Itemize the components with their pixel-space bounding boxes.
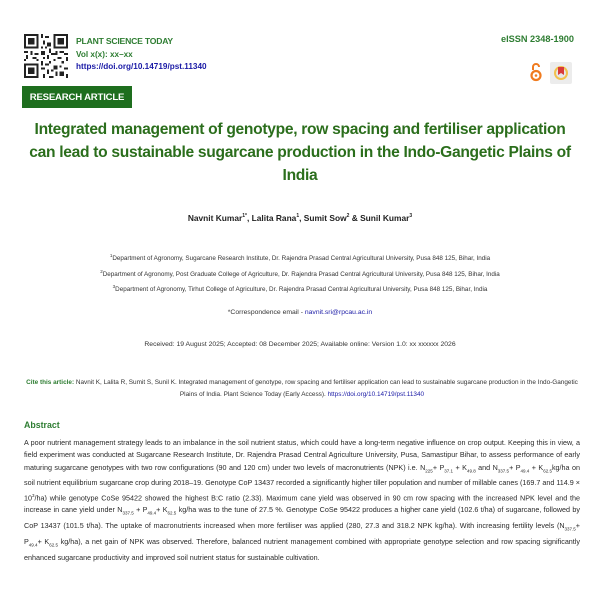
abstract-text: kg/ha), a net gain of NPK was observed. Therefore, balanced nutrient management combined with appropriate genotype selection and row spacing significantly enhanced sugarcane productivity and improved soil nutrient status for sustainable cultivation. bbox=[24, 536, 580, 562]
affiliation bbox=[0, 250, 600, 266]
cite-label: Cite this article: bbox=[26, 379, 75, 386]
author-separator: & bbox=[349, 213, 361, 223]
article-type-badge: RESEARCH ARTICLE bbox=[22, 86, 132, 108]
author-name: Lalita Rana bbox=[251, 213, 297, 223]
superscript: 3 bbox=[32, 492, 35, 498]
article-title: Integrated management of genotype, row spacing and fertiliser application can lead to sustainable sugarcane production in the Indo-Gangetic Plains of India bbox=[29, 121, 571, 184]
abstract-text: A poor nutrient management strategy leads to an imbalance in the soil nutrient status, which could have a long-term negative influence on crop output. Keeping this in view, a field experiment was conducted at Sugarcane Research Institute, Dr. Rajendra Prasad Central Agriculture University, Pusa, Samastipur Bihar, to assess performance of early maturing sugarcane genotypes with two row configurations (90 and 120 cm) under two levels of macronutrients (NPK) i.e. N bbox=[24, 438, 580, 472]
affiliation bbox=[0, 281, 600, 297]
crossmark-icon[interactable] bbox=[550, 62, 572, 84]
author-affiliation-marker: 1 bbox=[296, 213, 300, 220]
author-affiliation-marker: 3 bbox=[409, 213, 413, 220]
author-name: Navnit Kumar bbox=[187, 213, 243, 223]
abstract-text: + K bbox=[453, 462, 467, 472]
subscript: 49.4 bbox=[147, 510, 157, 516]
subscript: 337.5 bbox=[122, 510, 134, 516]
subscript: 337.5 bbox=[497, 468, 510, 474]
author-affiliation-marker: 2 bbox=[346, 213, 350, 220]
affiliation bbox=[0, 266, 600, 282]
abstract-text: + P bbox=[432, 462, 445, 472]
subscript: 49.8 bbox=[466, 468, 476, 474]
cite-doi-link[interactable]: https://doi.org/10.14719/pst.11340 bbox=[327, 390, 425, 398]
open-access-icon[interactable] bbox=[530, 62, 542, 82]
correspondence-email-link[interactable]: navnit.sri@rpcau.ac.in bbox=[304, 309, 373, 316]
subscript: 337.5 bbox=[564, 526, 576, 532]
correspondence-label: *Correspondence email - bbox=[227, 309, 305, 316]
qr-code-icon bbox=[24, 34, 68, 78]
abstract-text: + P bbox=[509, 462, 521, 472]
affiliation-marker: 1 bbox=[109, 253, 113, 258]
abstract-text: + P bbox=[24, 521, 580, 546]
affiliation-marker: 3 bbox=[112, 284, 116, 289]
journal-name: PLANT SCIENCE TODAY bbox=[76, 36, 173, 46]
subscript: 49.4 bbox=[520, 468, 530, 474]
author-separator: , bbox=[299, 213, 304, 223]
eissn: eISSN 2348-1900 bbox=[500, 34, 574, 44]
abstract-text: /ha) while genotype CoSe 95422 showed the highest B:C ratio (2.33). Maximum cane yield was observed in 90 cm row spacing with the increased NPK level and the increase in cane yield under N bbox=[24, 493, 580, 515]
subscript: 225 bbox=[425, 468, 433, 474]
abstract-text: kg/ha on soil nutrient equilibrium sugarcane crop during 2018–19. Genotype CoP 13437 recorded a significantly higher tiller population and number of millable canes (169.7 and 114.9 × 10 bbox=[24, 462, 580, 503]
cite-text: Navnit K, Lalita R, Sumit S, Sunil K. Integrated management of genotype, row spacing and fertiliser application can lead to sustainable sugarcane production in the Indo-Gangetic Plains of India. Plant Science Today (Early Access). bbox=[74, 379, 578, 398]
affiliation-text: Department of Agronomy, Tirhut College of Agriculture, Dr. Rajendra Prasad Central Agricultural University, Pusa 848 125, Bihar, India bbox=[115, 286, 488, 294]
publication-dates: Received: 19 August 2025; Accepted: 08 December 2025; Available online: Version 1.0: xx xxxxxx 2026 bbox=[144, 341, 456, 348]
affiliation-list bbox=[0, 250, 600, 297]
author-affiliation-marker: 1* bbox=[242, 213, 247, 220]
abstract-text: + K bbox=[529, 462, 544, 472]
abstract-text: + K bbox=[156, 505, 168, 515]
affiliation-text: Department of Agronomy, Sugarcane Research Institute, Dr. Rajendra Prasad Central Agricultural University, Pusa 848 125, Bihar, India bbox=[112, 255, 491, 263]
abstract-text: + K bbox=[37, 536, 50, 546]
correspondence bbox=[0, 309, 600, 316]
author-name: Sumit Sow bbox=[303, 213, 347, 223]
subscript: 62.5 bbox=[49, 542, 58, 548]
journal-doi-link[interactable]: https://doi.org/10.14719/pst.11340 bbox=[76, 62, 207, 71]
subscript: 62.5 bbox=[167, 510, 177, 516]
author-name: Sunil Kumar bbox=[360, 213, 410, 223]
affiliation-marker: 2 bbox=[100, 268, 103, 274]
author-separator: , bbox=[247, 213, 252, 223]
abstract-text: + P bbox=[133, 505, 148, 515]
citation bbox=[24, 377, 580, 400]
subscript: 37.1 bbox=[444, 468, 454, 474]
journal-volume: Vol x(x): xx–xx bbox=[76, 50, 133, 59]
abstract-body bbox=[24, 437, 580, 564]
subscript: 62.5 bbox=[543, 468, 552, 474]
subscript: 49.4 bbox=[28, 542, 38, 548]
abstract-text: kg/ha was to the tune of 27.5 %. Genotype CoSe 95422 produces a higher cane yield (102.6 t/ha) of sugarcane, followed by CoP 13437 (101.5 t/ha). The uptake of macronutrients increased when more fertiliser was applied (280, 27.3 and 318.2 NPK kg/ha). With increasing fertility levels (N bbox=[24, 505, 580, 531]
affiliation-text: Department of Agronomy, Post Graduate College of Agriculture, Dr. Rajendra Prasad Central Agricultural University, Pusa 848 125, Bihar, India bbox=[102, 270, 500, 278]
author-list bbox=[0, 213, 600, 223]
abstract-text: and N bbox=[475, 462, 498, 472]
abstract-heading: Abstract bbox=[24, 420, 60, 430]
